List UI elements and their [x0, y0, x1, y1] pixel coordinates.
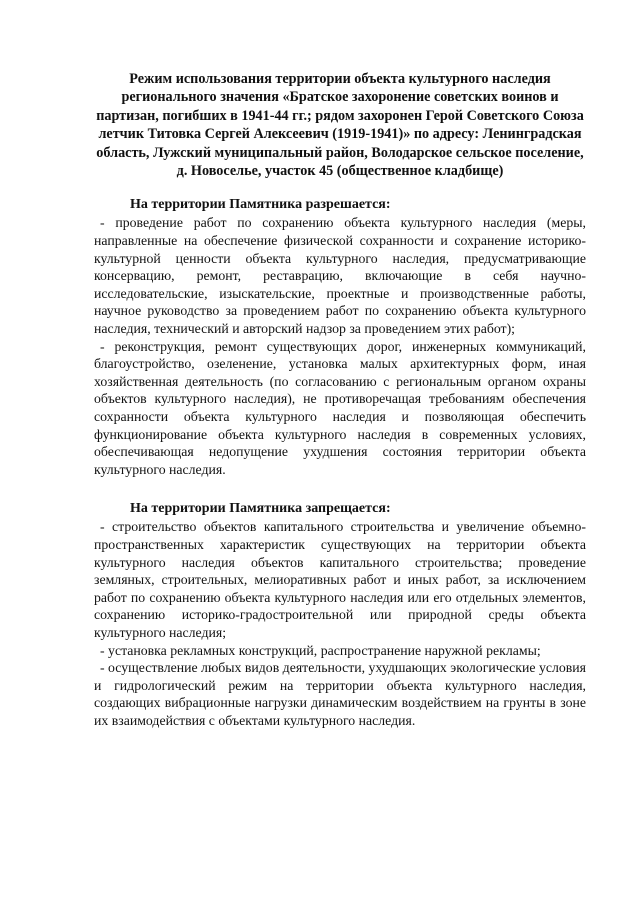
- prohibited-item-3: - осуществление любых видов деятельности, ухудшающих экологические условия и гидрологический режим на территории объекта культурного наследия, создающих вибрационные нагрузки динамическим воздействием на грунты в зоне их взаимодействия с объектами культурного наследия.: [94, 660, 586, 728]
- prohibited-item-2: - установка рекламных конструкций, распространение наружной рекламы;: [100, 642, 541, 658]
- document-title: Режим использования территории объекта культурного наследия регионального значения «Братское захоронение советских воинов и партизан, погибших в 1941-44 гг.; рядом захоронен Герой Советского Союза летчик Титовка Сергей Алексеевич (1919-1941)» по адресу: Ленинградская область, Лужский муниципальный район, Володарское сельское поселение, д. Новоселье, участок 45 (общественное кладбище): [96, 71, 584, 180]
- prohibited-heading: На территории Памятника запрещается:: [130, 501, 391, 517]
- prohibited-item-1: - строительство объектов капитального строительства и увеличение объемно-пространственных характеристик существующих на территории объекта культурного наследия объектов капитального строительства; проведение земляных, строительных, мелиоративных работ и иных работ, за исключением работ по сохранению объекта культурного наследия или его отдельных элементов, сохранению историко-градостроительной или природной среды объекта культурного наследия;: [94, 519, 586, 640]
- permitted-item-1: - проведение работ по сохранению объекта культурного наследия (меры, направленные на обеспечение физической сохранности и сохранение историко-культурной ценности объекта культурного наследия, предусматривающие консервацию, ремонт, реставрацию, включающие в себя научно-исследовательские, изыскательские, проектные и производственные работы, научное руководство за проведением работ по сохранению объекта культурного наследия, технический и авторский надзор за проведением этих работ);: [94, 215, 586, 336]
- document-page: [94, 70, 586, 751]
- permitted-item-2: - реконструкция, ремонт существующих дорог, инженерных коммуникаций, благоустройство, озеленение, установка малых архитектурных форм, иная хозяйственная деятельность (по согласованию с региональным органом охраны объектов культурного наследия), не противоречащая требованиям обеспечения сохранности объекта культурного наследия и позволяющая обеспечить функционирование объекта культурного наследия в современных условиях, обеспечивающая недопущение ухудшения состояния территории объекта культурного наследия.: [94, 338, 586, 477]
- permitted-section: [94, 196, 586, 478]
- permitted-heading: На территории Памятника разрешается:: [130, 197, 391, 213]
- prohibited-section: [94, 500, 586, 729]
